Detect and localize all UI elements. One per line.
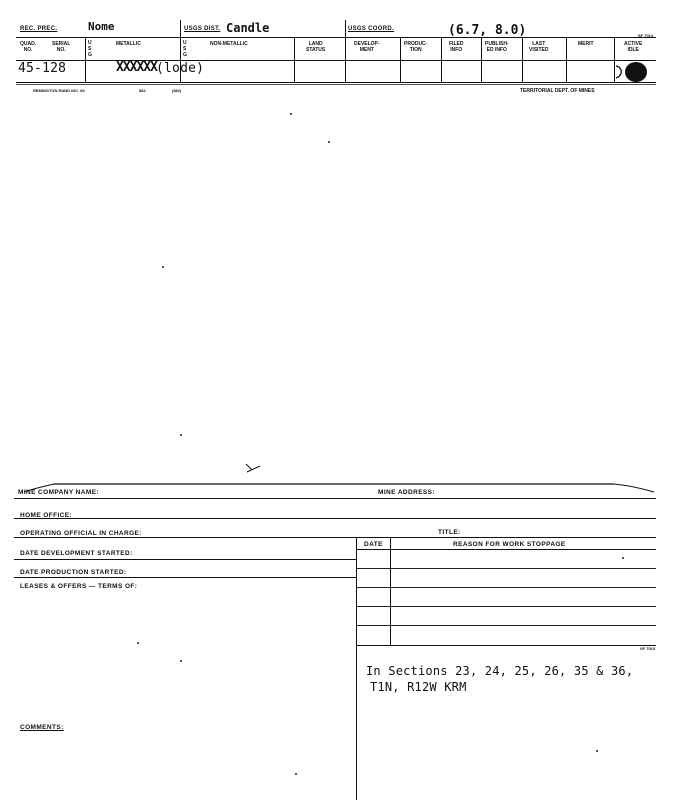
col-filed-info: FILED INFO xyxy=(449,41,464,53)
col-non-metallic: NON-METALLIC xyxy=(210,41,248,47)
operating-official-label: OPERATING OFFICIAL IN CHARGE: xyxy=(20,530,142,537)
rec-prec-label: REC. PREC. xyxy=(20,26,58,32)
date-production-label: DATE PRODUCTION STARTED: xyxy=(20,569,127,576)
metallic-value: (lode) xyxy=(156,61,205,76)
quad-serial-value: 45-128 xyxy=(18,61,67,76)
title-label: TITLE: xyxy=(438,529,461,536)
printer-code-1: 882 xyxy=(139,88,146,93)
reason-column-header: REASON FOR WORK STOPPAGE xyxy=(453,541,566,548)
leases-label: LEASES & OFFERS — TERMS OF: xyxy=(20,583,138,590)
col-quad-no: QUAD. NO. xyxy=(20,41,37,53)
col-serial-no: SERIAL NO. xyxy=(52,41,71,53)
card-edge xyxy=(14,462,664,498)
col-last-visited: LAST VISITED xyxy=(529,41,549,53)
dept-name: TERRITORIAL DEPT. OF MINES xyxy=(520,88,595,94)
form-number-back: SF 7015 xyxy=(640,646,656,651)
rec-prec-value: Nome xyxy=(88,20,115,33)
col-development: DEVELOP- MENT xyxy=(354,41,380,53)
comments-label: COMMENTS: xyxy=(20,724,64,731)
usgs-dist-value: Candle xyxy=(226,21,270,35)
location-line-1: In Sections 23, 24, 25, 26, 35 & 36, xyxy=(366,664,634,678)
active-status-dot-icon xyxy=(625,62,647,82)
col-usg-left: U S G xyxy=(88,40,92,58)
mine-address-label: MINE ADDRESS: xyxy=(378,489,435,496)
home-office-label: HOME OFFICE: xyxy=(20,512,73,519)
idle-hook-icon xyxy=(614,64,626,80)
location-line-2: T1N, R12W KRM xyxy=(370,680,467,694)
usgs-coord-label: USGS COORD. xyxy=(348,26,394,32)
col-metallic: METALLIC xyxy=(116,41,141,47)
col-merit: MERIT xyxy=(578,41,594,47)
printer-credit: REMINGTON RAND INC. 80 xyxy=(33,88,85,93)
col-usg-right: U S G xyxy=(183,40,187,58)
col-published-info: PUBLISH- ED INFO xyxy=(485,41,509,53)
col-active-idle: ACTIVE IDLE xyxy=(624,41,643,53)
date-column-header: DATE xyxy=(364,541,383,548)
date-development-label: DATE DEVELOPMENT STARTED: xyxy=(20,550,133,557)
col-land-status: LAND STATUS xyxy=(306,41,326,53)
struck-out-text: XXXXXX xyxy=(116,60,157,75)
mine-company-name-label: MINE COMPANY NAME: xyxy=(18,489,99,496)
printer-code-2: (882) xyxy=(172,88,182,93)
usgs-coord-value: (6.7, 8.0) xyxy=(448,23,527,38)
col-production: PRODUC- TION xyxy=(404,41,428,53)
form-number-front: SF 7014 xyxy=(638,33,654,38)
usgs-dist-label: USGS DIST. xyxy=(184,26,221,32)
